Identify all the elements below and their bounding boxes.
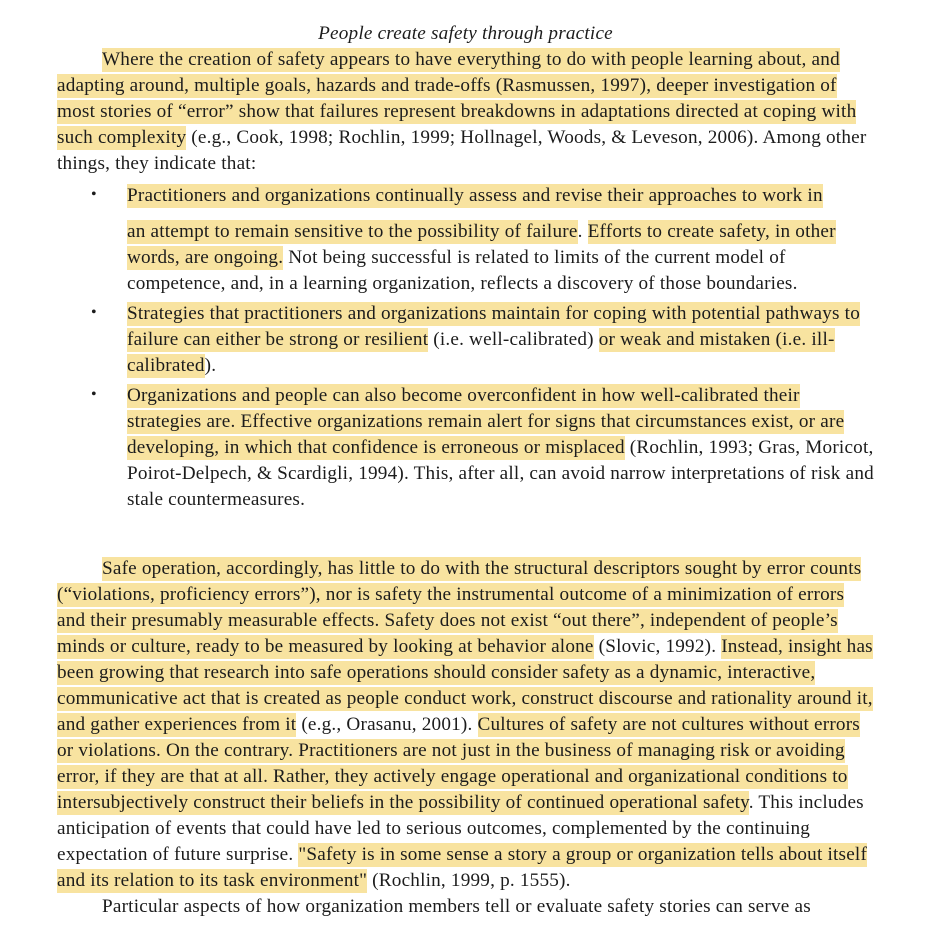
paragraph-safe-operation	[57, 556, 874, 894]
highlighted-text-run: "Safety is in some sense a story a group or organization tells about itself and its relation to its task environment"	[57, 844, 868, 891]
highlighted-text-run: or weak and mistaken (i.e. ill-calibrated	[127, 329, 835, 376]
section-heading: People create safety through practice	[318, 23, 613, 44]
bullet-list	[57, 183, 874, 513]
text-run: . This includes anticipation of events that could have led to serious outcomes, complemented by the continuing expectation of future surprise.	[57, 792, 864, 865]
bullet-text	[127, 219, 874, 297]
bullet-text-first-line	[127, 183, 874, 209]
text-run: (e.g., Orasanu, 2001).	[296, 714, 478, 735]
highlighted-text-run: an attempt to remain sensitive to the possibility of failure	[127, 221, 578, 242]
text-run: (i.e. well-calibrated)	[428, 329, 599, 350]
bullet-item	[91, 183, 874, 297]
text-run: (Rochlin, 1999, p. 1555).	[367, 870, 571, 891]
highlighted-text-run: Strategies that practitioners and organizations maintain for coping with potential pathways to failure can either be strong or resilient	[127, 303, 860, 350]
text-run: (Slovic, 1992).	[593, 636, 722, 657]
text-run: (Rochlin, 1993; Gras, Moricot, Poirot-Delpech, & Scardigli, 1994). This, after all, can avoid narrow interpretations of risk and stale countermeasures.	[127, 437, 874, 510]
bullet-icon: •	[91, 304, 97, 321]
highlighted-text-run: Cultures of safety are not cultures without errors or violations. On the contrary. Practitioners are not just in the business of managing risk or avoiding error, if they are that at all. Rather, they actively engage operational and organizational conditions to intersubjectively construct their beliefs in the possibility of continued operational safety	[57, 714, 860, 813]
text-run: Not being successful is related to limits of the current model of competence, and, in a learning organization, reflects a discovery of those boundaries.	[127, 247, 798, 294]
text-run: ).	[204, 355, 217, 376]
highlighted-text-run: Safe operation, accordingly, has little to do with the structural descriptors sought by error counts (“violations, proficiency errors”), nor is safety the instrumental outcome of a minimization of errors and their presumably measurable effects. Safety does not exist “out there”, independent of people’s minds or culture, ready to be measured by looking at behavior alone	[57, 558, 862, 657]
highlighted-text-run: Practitioners and organizations continually assess and revise their approaches to work in	[127, 185, 823, 206]
bullet-text	[127, 301, 874, 379]
bullet-item	[91, 383, 874, 513]
bullet-icon: •	[91, 186, 97, 203]
text-run: .	[577, 221, 588, 242]
highlighted-text-run: Instead, insight has been growing that research into safe operations should consider safety as a dynamic, interactive, communicative act that is created as people conduct work, construct discourse and rationality around it, and gather experiences from it	[57, 636, 873, 735]
text-run: (e.g., Cook, 1998; Rochlin, 1999; Hollnagel, Woods, & Leveson, 2006). Among other things, they indicate that:	[57, 127, 867, 174]
text-run: Particular aspects of how organization members tell or evaluate safety stories can serve as	[102, 896, 811, 917]
bullet-icon: •	[91, 386, 97, 403]
bullet-text	[127, 383, 874, 513]
highlighted-text-run: Organizations and people can also become overconfident in how well-calibrated their strategies are. Effective organizations remain alert for signs that circumstances exist, or are developing, in which that confidence is erroneous or misplaced	[127, 385, 845, 458]
highlighted-text-run: Where the creation of safety appears to have everything to do with people learning about, and adapting around, multiple goals, hazards and trade-offs (Rasmussen, 1997), deeper investigation of most stories of “error” show that failures represent breakdowns in adaptations directed at coping with such complexity	[57, 49, 857, 148]
bullet-item	[91, 301, 874, 379]
highlighted-text-run: Efforts to create safety, in other words, are ongoing.	[127, 221, 836, 268]
paragraph-partial-bottom	[57, 894, 874, 920]
paragraph-intro	[57, 47, 874, 177]
